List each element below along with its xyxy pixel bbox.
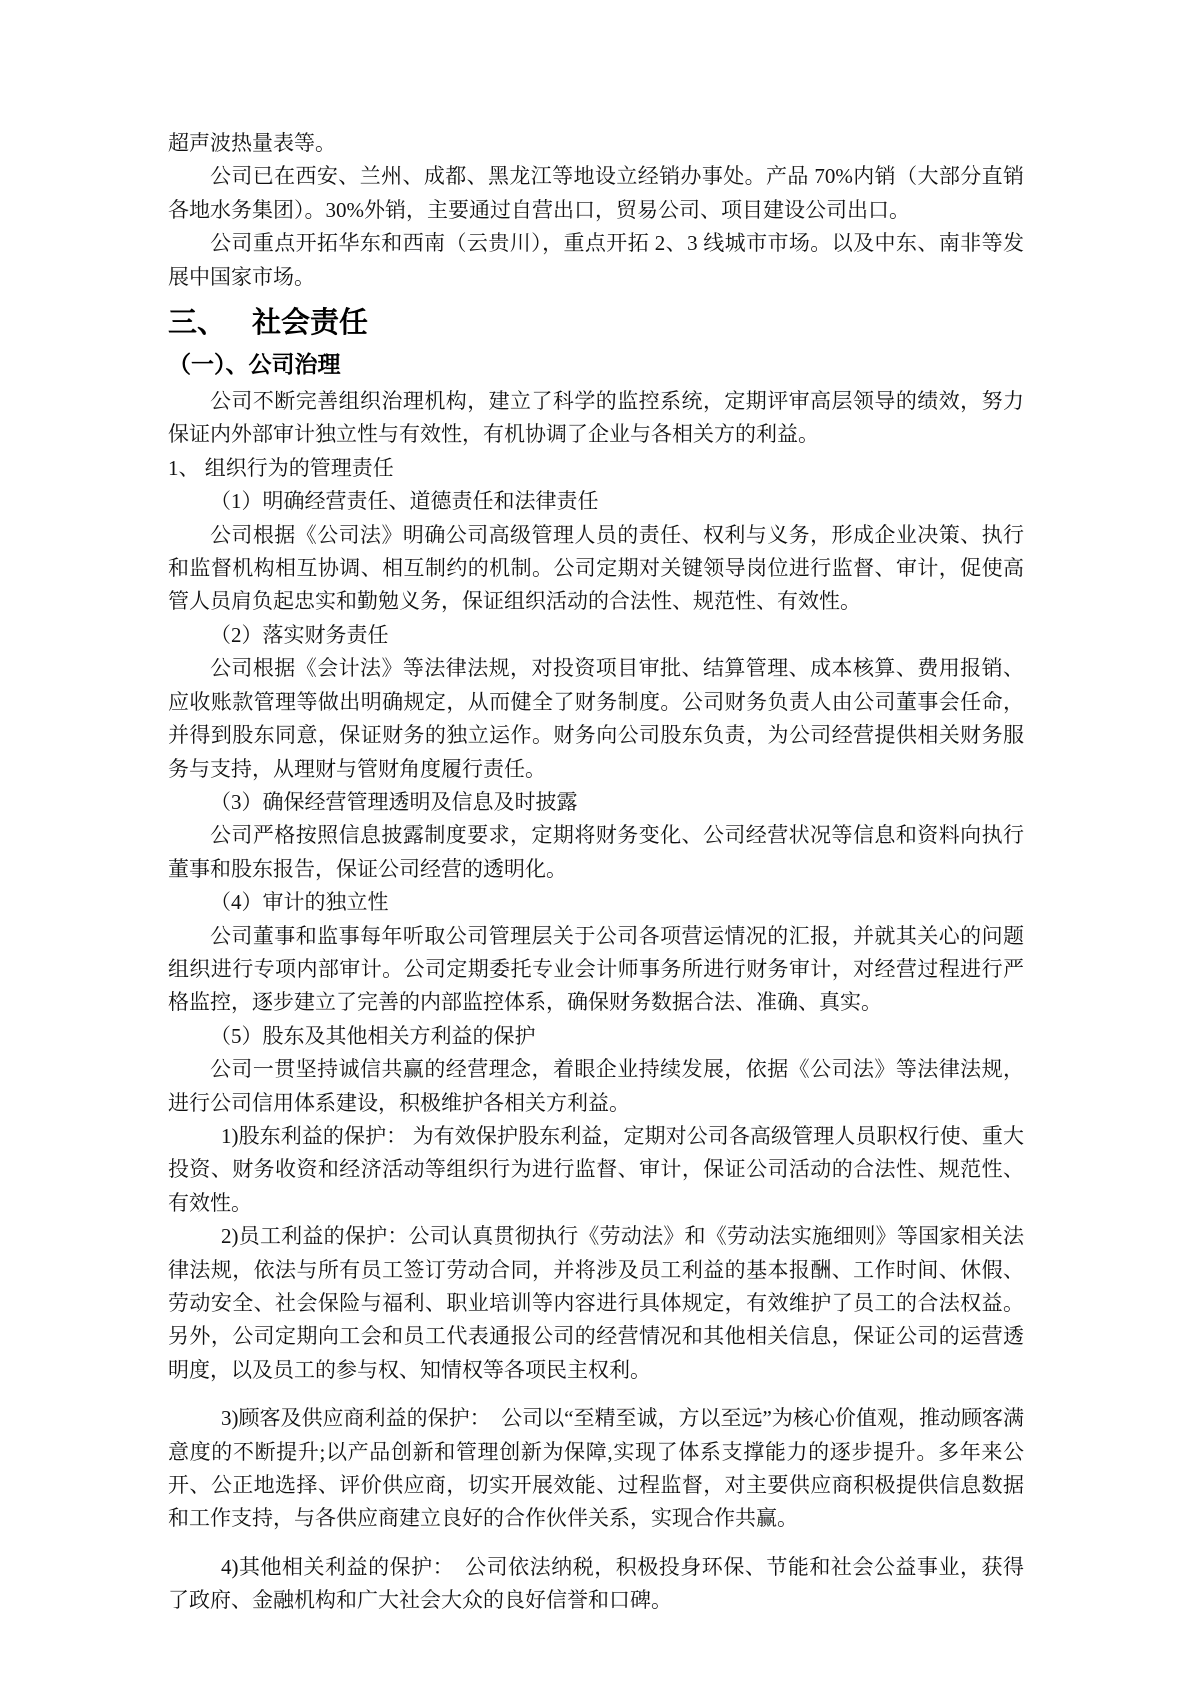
stakeholder-item-employees: 2)员工利益的保护：公司认真贯彻执行《劳动法》和《劳动法实施细则》等国家相关法律法规，依法与所有员工签订劳动合同，并将涉及员工利益的基本报酬、工作时间、休假、劳动安全、社会保险与福利、职业培训等内容进行具体规定，有效维护了员工的合法权益。另外，公司定期向工会和员工代表通报公司的经营情况和其他相关信息，保证公司的运营透明度，以及员工的参与权、知情权等各项民主权利。	[168, 1224, 1024, 1382]
point-4-title: （4）审计的独立性	[210, 890, 389, 915]
point-1-body: 公司根据《公司法》明确公司高级管理人员的责任、权利与义务，形成企业决策、执行和监督机构相互协调、相互制约的机制。公司定期对关键领导岗位进行监督、审计，促使高管人员肩负起忠实和勤勉义务，保证组织活动的合法性、规范性、有效性。	[168, 522, 1024, 614]
point-5-title: （5）股东及其他相关方利益的保护	[210, 1023, 536, 1048]
point-1-title: （1）明确经营责任、道德责任和法律责任	[210, 489, 599, 514]
point-2-title: （2）落实财务责任	[210, 622, 389, 647]
document-content	[168, 127, 1024, 1618]
section-heading	[168, 303, 1024, 343]
stakeholder-item-shareholders: 1)股东利益的保护： 为有效保护股东利益，定期对公司各高级管理人员职权行使、重大投资、财务收资和经济活动等组织行为进行监督、审计，保证公司活动的合法性、规范性、有效性。	[168, 1123, 1024, 1215]
paragraph-sales-offices: 公司已在西安、兰州、成都、黑龙江等地设立经销办事处。产品 70%内销（大部分直销各地水务集团）。30%外销，主要通过自营出口，贸易公司、项目建设公司出口。	[168, 164, 1024, 222]
point-4-body: 公司董事和监事每年听取公司管理层关于公司各项营运情况的汇报，并就其关心的问题组织进行专项内部审计。公司定期委托专业会计师事务所进行财务审计，对经营过程进行严格监控，逐步建立了完善的内部监控体系，确保财务数据合法、准确、真实。	[168, 923, 1024, 1015]
section-number: 三、	[168, 307, 227, 340]
point-3-title: （3）确保经营管理透明及信息及时披露	[210, 789, 578, 814]
stakeholder-item-customers-suppliers: 3)顾客及供应商利益的保护： 公司以“至精至诚，方以至远”为核心价值观，推动顾客满意度的不断提升;以产品创新和管理创新为保障,实现了体系支撑能力的逐步提升。多年来公开、公正地选择、评价供应商，切实开展效能、过程监督，对主要供应商积极提供信息数据和工作支持，与各供应商建立良好的合作伙伴关系，实现合作共赢。	[168, 1406, 1024, 1531]
subsection-heading: （一）、公司治理	[168, 351, 341, 378]
paragraph-governance-intro: 公司不断完善组织治理机构，建立了科学的监控系统，定期评审高层领导的绩效，努力保证内外部审计独立性与有效性，有机协调了企业与各相关方的利益。	[168, 389, 1024, 447]
point-2-body: 公司根据《会计法》等法律法规，对投资项目审批、结算管理、成本核算、费用报销、应收账款管理等做出明确规定，从而健全了财务制度。公司财务负责人由公司董事会任命，并得到股东同意，保证财务的独立运作。财务向公司股东负责，为公司经营提供相关财务服务与支持，从理财与管财角度履行责任。	[168, 656, 1024, 781]
stakeholder-item-other: 4)其他相关利益的保护： 公司依法纳税，积极投身环保、节能和社会公益事业，获得了政府、金融机构和广大社会大众的良好信誉和口碑。	[168, 1554, 1024, 1613]
list-item-1-heading: 1、 组织行为的管理责任	[168, 455, 394, 480]
section-title: 社会责任	[252, 307, 369, 340]
point-3-body: 公司严格按照信息披露制度要求，定期将财务变化、公司经营状况等信息和资料向执行董事和股东报告，保证公司经营的透明化。	[168, 823, 1024, 881]
paragraph-tail-ultrasonic: 超声波热量表等。	[168, 131, 336, 155]
point-5-body: 公司一贯坚持诚信共赢的经营理念，着眼企业持续发展，依据《公司法》等法律法规，进行公司信用体系建设，积极维护各相关方利益。	[168, 1057, 1024, 1115]
paragraph-market-expansion: 公司重点开拓华东和西南（云贵川），重点开拓 2、3 线城市市场。以及中东、南非等发展中国家市场。	[168, 231, 1024, 289]
